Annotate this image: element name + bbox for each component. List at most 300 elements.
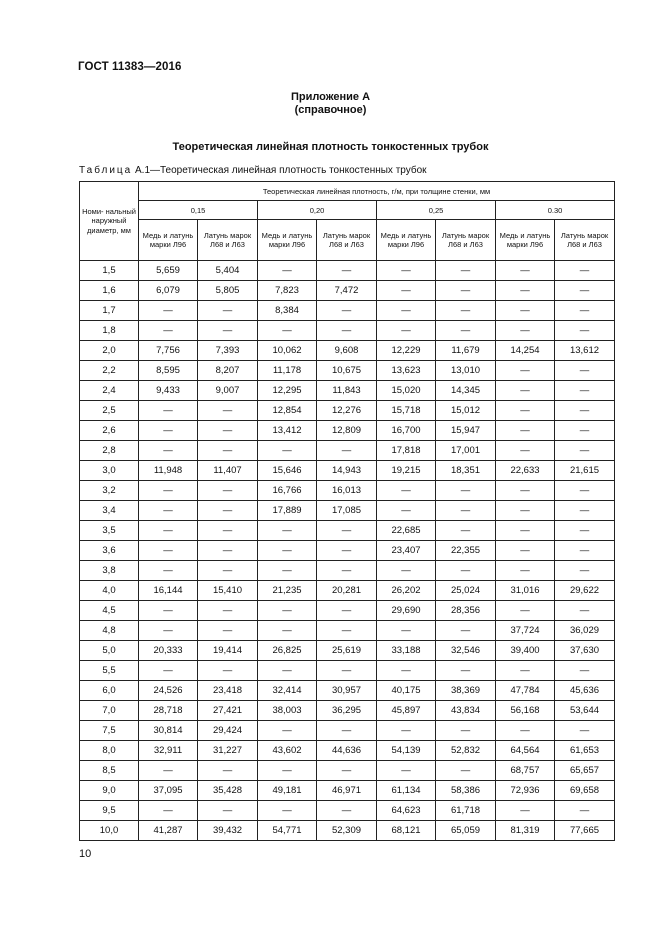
density-cell: — xyxy=(377,301,436,321)
density-cell: 47,784 xyxy=(496,681,555,701)
density-cell: — xyxy=(555,561,615,581)
density-cell: — xyxy=(258,801,317,821)
density-cell: — xyxy=(496,421,555,441)
density-cell: 54,139 xyxy=(377,741,436,761)
density-cell: 27,421 xyxy=(198,701,258,721)
density-cell: 11,178 xyxy=(258,361,317,381)
density-cell: — xyxy=(258,541,317,561)
density-cell: 7,393 xyxy=(198,341,258,361)
density-cell: 37,724 xyxy=(496,621,555,641)
density-cell: 11,843 xyxy=(317,381,377,401)
density-cell: 39,432 xyxy=(198,821,258,841)
table-caption-prefix: Таблица xyxy=(79,165,133,176)
density-cell: — xyxy=(258,721,317,741)
diameter-cell: 3,5 xyxy=(80,521,139,541)
density-cell: 61,653 xyxy=(555,741,615,761)
density-cell: 15,646 xyxy=(258,461,317,481)
diameter-cell: 1,8 xyxy=(80,321,139,341)
density-cell: — xyxy=(436,561,496,581)
table-row xyxy=(80,661,615,681)
density-cell: — xyxy=(436,501,496,521)
diameter-cell: 3,0 xyxy=(80,461,139,481)
diameter-cell: 2,0 xyxy=(80,341,139,361)
density-cell: 13,412 xyxy=(258,421,317,441)
table-row xyxy=(80,681,615,701)
density-cell: 28,718 xyxy=(139,701,198,721)
diameter-cell: 2,6 xyxy=(80,421,139,441)
table-row xyxy=(80,421,615,441)
density-cell: — xyxy=(555,441,615,461)
density-cell: 26,825 xyxy=(258,641,317,661)
density-cell: — xyxy=(496,481,555,501)
diameter-cell: 1,5 xyxy=(80,261,139,281)
diameter-cell: 2,5 xyxy=(80,401,139,421)
density-cell: — xyxy=(258,661,317,681)
density-cell: 14,943 xyxy=(317,461,377,481)
table-row xyxy=(80,441,615,461)
density-cell: — xyxy=(258,521,317,541)
density-cell: 69,658 xyxy=(555,781,615,801)
density-cell: — xyxy=(496,601,555,621)
diameter-cell: 3,2 xyxy=(80,481,139,501)
density-table xyxy=(79,181,615,841)
table-row xyxy=(80,561,615,581)
density-cell: 15,020 xyxy=(377,381,436,401)
density-cell: — xyxy=(555,381,615,401)
density-cell: 22,633 xyxy=(496,461,555,481)
table-row xyxy=(80,741,615,761)
density-cell: 43,602 xyxy=(258,741,317,761)
density-cell: — xyxy=(436,761,496,781)
table-row xyxy=(80,261,615,281)
density-cell: 12,276 xyxy=(317,401,377,421)
density-cell: 9,433 xyxy=(139,381,198,401)
density-cell: 46,971 xyxy=(317,781,377,801)
density-cell: 12,854 xyxy=(258,401,317,421)
density-cell: 39,400 xyxy=(496,641,555,661)
density-cell: — xyxy=(436,481,496,501)
density-cell: 22,355 xyxy=(436,541,496,561)
density-cell: 61,718 xyxy=(436,801,496,821)
density-cell: 41,287 xyxy=(139,821,198,841)
density-cell: — xyxy=(139,541,198,561)
density-cell: 58,386 xyxy=(436,781,496,801)
density-cell: 13,623 xyxy=(377,361,436,381)
diameter-cell: 9,5 xyxy=(80,801,139,821)
thickness-header: 0,20 xyxy=(258,201,377,220)
density-cell: — xyxy=(436,621,496,641)
material-header: Медь и латунь марки Л96 xyxy=(258,220,317,261)
density-cell: — xyxy=(555,481,615,501)
density-cell: 61,134 xyxy=(377,781,436,801)
density-cell: 17,889 xyxy=(258,501,317,521)
density-cell: — xyxy=(555,601,615,621)
density-cell: — xyxy=(377,761,436,781)
density-cell: 36,295 xyxy=(317,701,377,721)
density-cell: — xyxy=(555,401,615,421)
material-header: Латунь марок Л68 и Л63 xyxy=(555,220,615,261)
table-row xyxy=(80,381,615,401)
density-cell: — xyxy=(258,621,317,641)
density-cell: 22,685 xyxy=(377,521,436,541)
density-cell: 37,095 xyxy=(139,781,198,801)
appendix-type: (справочное) xyxy=(294,104,367,116)
table-row xyxy=(80,801,615,821)
density-cell: — xyxy=(317,441,377,461)
material-header: Медь и латунь марки Л96 xyxy=(139,220,198,261)
diameter-cell: 7,5 xyxy=(80,721,139,741)
density-cell: — xyxy=(198,401,258,421)
density-cell: — xyxy=(555,301,615,321)
diameter-cell: 4,0 xyxy=(80,581,139,601)
density-cell: 7,472 xyxy=(317,281,377,301)
density-cell: — xyxy=(139,501,198,521)
density-cell: — xyxy=(139,421,198,441)
density-cell: — xyxy=(555,661,615,681)
density-cell: — xyxy=(496,541,555,561)
density-cell: 8,595 xyxy=(139,361,198,381)
density-cell: 12,295 xyxy=(258,381,317,401)
density-cell: 44,636 xyxy=(317,741,377,761)
density-cell: — xyxy=(317,601,377,621)
density-cell: — xyxy=(258,561,317,581)
density-cell: — xyxy=(377,321,436,341)
table-row xyxy=(80,521,615,541)
table-row xyxy=(80,721,615,741)
density-cell: — xyxy=(555,501,615,521)
density-cell: — xyxy=(555,801,615,821)
density-cell: 30,814 xyxy=(139,721,198,741)
density-cell: 23,418 xyxy=(198,681,258,701)
density-cell: 25,619 xyxy=(317,641,377,661)
density-cell: 6,079 xyxy=(139,281,198,301)
density-cell: — xyxy=(377,621,436,641)
density-cell: 37,630 xyxy=(555,641,615,661)
table-row xyxy=(80,701,615,721)
material-header: Латунь марок Л68 и Л63 xyxy=(317,220,377,261)
density-cell: — xyxy=(139,321,198,341)
density-cell: 5,659 xyxy=(139,261,198,281)
density-cell: — xyxy=(139,661,198,681)
density-cell: 17,001 xyxy=(436,441,496,461)
diameter-cell: 3,6 xyxy=(80,541,139,561)
density-cell: 33,188 xyxy=(377,641,436,661)
density-cell: 53,644 xyxy=(555,701,615,721)
density-cell: 56,168 xyxy=(496,701,555,721)
density-cell: 11,407 xyxy=(198,461,258,481)
density-cell: — xyxy=(139,481,198,501)
density-cell: 15,012 xyxy=(436,401,496,421)
density-cell: 29,690 xyxy=(377,601,436,621)
density-cell: 45,636 xyxy=(555,681,615,701)
density-cell: 45,897 xyxy=(377,701,436,721)
table-row xyxy=(80,761,615,781)
density-cell: — xyxy=(496,361,555,381)
density-cell: — xyxy=(436,721,496,741)
density-cell: 11,679 xyxy=(436,341,496,361)
density-cell: — xyxy=(555,281,615,301)
header-row-group xyxy=(80,182,615,201)
density-cell: — xyxy=(198,481,258,501)
density-cell: 52,309 xyxy=(317,821,377,841)
density-cell: 25,024 xyxy=(436,581,496,601)
thickness-header: 0,25 xyxy=(377,201,496,220)
density-cell: — xyxy=(496,561,555,581)
density-cell: 24,526 xyxy=(139,681,198,701)
table-row xyxy=(80,501,615,521)
density-cell: 68,757 xyxy=(496,761,555,781)
density-cell: — xyxy=(377,261,436,281)
table-row xyxy=(80,481,615,501)
density-cell: 35,428 xyxy=(198,781,258,801)
density-cell: — xyxy=(317,801,377,821)
density-cell: 38,369 xyxy=(436,681,496,701)
density-cell: — xyxy=(198,541,258,561)
density-cell: — xyxy=(198,561,258,581)
diameter-cell: 4,8 xyxy=(80,621,139,641)
thickness-header: 0,15 xyxy=(139,201,258,220)
density-cell: 29,622 xyxy=(555,581,615,601)
density-cell: — xyxy=(139,621,198,641)
diameter-cell: 9,0 xyxy=(80,781,139,801)
density-cell: — xyxy=(436,261,496,281)
density-cell: — xyxy=(258,321,317,341)
table-row xyxy=(80,321,615,341)
density-cell: 38,003 xyxy=(258,701,317,721)
density-cell: 12,229 xyxy=(377,341,436,361)
diameter-cell: 3,4 xyxy=(80,501,139,521)
diameter-cell: 2,2 xyxy=(80,361,139,381)
diameter-cell: 1,7 xyxy=(80,301,139,321)
density-cell: — xyxy=(139,441,198,461)
density-cell: 7,823 xyxy=(258,281,317,301)
material-header: Латунь марок Л68 и Л63 xyxy=(198,220,258,261)
density-cell: — xyxy=(198,501,258,521)
density-cell: 31,016 xyxy=(496,581,555,601)
density-cell: — xyxy=(377,721,436,741)
density-cell: 43,834 xyxy=(436,701,496,721)
diameter-header: Номи- нальный наружный диаметр, мм xyxy=(80,182,139,261)
density-cell: 65,059 xyxy=(436,821,496,841)
density-cell: — xyxy=(496,661,555,681)
density-cell: — xyxy=(377,561,436,581)
table-caption xyxy=(79,165,427,176)
table-row xyxy=(80,641,615,661)
density-cell: — xyxy=(258,601,317,621)
density-cell: 5,805 xyxy=(198,281,258,301)
table-row xyxy=(80,821,615,841)
density-cell: 77,665 xyxy=(555,821,615,841)
density-cell: 13,010 xyxy=(436,361,496,381)
density-cell: 40,175 xyxy=(377,681,436,701)
density-cell: — xyxy=(496,801,555,821)
density-cell: 36,029 xyxy=(555,621,615,641)
density-cell: — xyxy=(317,261,377,281)
density-cell: — xyxy=(317,761,377,781)
density-cell: — xyxy=(496,501,555,521)
diameter-cell: 3,8 xyxy=(80,561,139,581)
density-cell: 13,612 xyxy=(555,341,615,361)
density-cell: 26,202 xyxy=(377,581,436,601)
table-row xyxy=(80,281,615,301)
density-cell: 14,254 xyxy=(496,341,555,361)
density-cell: 10,675 xyxy=(317,361,377,381)
density-cell: 18,351 xyxy=(436,461,496,481)
density-cell: 17,085 xyxy=(317,501,377,521)
density-cell: 15,947 xyxy=(436,421,496,441)
density-cell: 16,144 xyxy=(139,581,198,601)
density-cell: — xyxy=(436,521,496,541)
density-cell: 31,227 xyxy=(198,741,258,761)
diameter-cell: 7,0 xyxy=(80,701,139,721)
density-cell: — xyxy=(496,721,555,741)
density-cell: 64,623 xyxy=(377,801,436,821)
table-row xyxy=(80,621,615,641)
density-cell: — xyxy=(198,521,258,541)
density-cell: 11,948 xyxy=(139,461,198,481)
density-cell: — xyxy=(377,501,436,521)
density-cell: — xyxy=(139,401,198,421)
density-cell: — xyxy=(258,441,317,461)
density-cell: 49,181 xyxy=(258,781,317,801)
density-cell: 14,345 xyxy=(436,381,496,401)
density-cell: 19,215 xyxy=(377,461,436,481)
density-cell: — xyxy=(198,761,258,781)
density-cell: 15,410 xyxy=(198,581,258,601)
standard-code: ГОСТ 11383—2016 xyxy=(78,61,182,73)
density-cell: — xyxy=(198,421,258,441)
table-row xyxy=(80,341,615,361)
document-title: Теоретическая линейная плотность тонкостенных трубок xyxy=(172,141,489,153)
density-cell: 19,414 xyxy=(198,641,258,661)
density-cell: 16,766 xyxy=(258,481,317,501)
density-cell: 29,424 xyxy=(198,721,258,741)
group-header: Теоретическая линейная плотность, г/м, при толщине стенки, мм xyxy=(139,182,615,201)
density-cell: — xyxy=(198,301,258,321)
density-cell: 72,936 xyxy=(496,781,555,801)
density-cell: 12,809 xyxy=(317,421,377,441)
density-cell: — xyxy=(496,441,555,461)
density-cell: 17,818 xyxy=(377,441,436,461)
density-cell: 32,911 xyxy=(139,741,198,761)
diameter-cell: 5,0 xyxy=(80,641,139,661)
density-cell: — xyxy=(198,321,258,341)
density-cell: 15,718 xyxy=(377,401,436,421)
density-cell: — xyxy=(258,261,317,281)
density-cell: — xyxy=(317,661,377,681)
density-cell: — xyxy=(377,661,436,681)
density-cell: 8,384 xyxy=(258,301,317,321)
density-cell: — xyxy=(555,421,615,441)
density-cell: 81,319 xyxy=(496,821,555,841)
density-cell: 9,007 xyxy=(198,381,258,401)
density-cell: — xyxy=(555,721,615,741)
density-cell: 32,546 xyxy=(436,641,496,661)
density-cell: 16,013 xyxy=(317,481,377,501)
thickness-header: 0.30 xyxy=(496,201,615,220)
density-cell: — xyxy=(496,521,555,541)
diameter-cell: 2,8 xyxy=(80,441,139,461)
density-cell: — xyxy=(317,721,377,741)
density-cell: 10,062 xyxy=(258,341,317,361)
density-cell: — xyxy=(317,521,377,541)
density-cell: 30,957 xyxy=(317,681,377,701)
density-cell: 32,414 xyxy=(258,681,317,701)
density-cell: 20,281 xyxy=(317,581,377,601)
density-cell: 5,404 xyxy=(198,261,258,281)
diameter-cell: 8,0 xyxy=(80,741,139,761)
density-cell: 65,657 xyxy=(555,761,615,781)
density-cell: — xyxy=(555,521,615,541)
table-caption-text: А.1—Теоретическая линейная плотность тонкостенных трубок xyxy=(135,165,427,176)
density-cell: — xyxy=(317,621,377,641)
table-row xyxy=(80,301,615,321)
density-cell: — xyxy=(198,441,258,461)
density-cell: — xyxy=(436,281,496,301)
header-row-material xyxy=(80,220,615,261)
density-cell: — xyxy=(198,621,258,641)
table-row xyxy=(80,781,615,801)
density-cell: 16,700 xyxy=(377,421,436,441)
material-header: Латунь марок Л68 и Л63 xyxy=(436,220,496,261)
density-cell: — xyxy=(496,281,555,301)
density-cell: — xyxy=(496,301,555,321)
table-row xyxy=(80,361,615,381)
diameter-cell: 1,6 xyxy=(80,281,139,301)
density-cell: 28,356 xyxy=(436,601,496,621)
density-cell: — xyxy=(436,321,496,341)
density-cell: 23,407 xyxy=(377,541,436,561)
density-cell: — xyxy=(139,601,198,621)
density-cell: — xyxy=(139,561,198,581)
density-cell: — xyxy=(139,761,198,781)
diameter-cell: 2,4 xyxy=(80,381,139,401)
density-cell: — xyxy=(496,401,555,421)
density-cell: 8,207 xyxy=(198,361,258,381)
table-row xyxy=(80,541,615,561)
density-cell: — xyxy=(555,321,615,341)
diameter-cell: 10,0 xyxy=(80,821,139,841)
material-header: Медь и латунь марки Л96 xyxy=(496,220,555,261)
diameter-cell: 4,5 xyxy=(80,601,139,621)
table-row xyxy=(80,601,615,621)
density-cell: — xyxy=(317,301,377,321)
table-row xyxy=(80,581,615,601)
header-row-thickness xyxy=(80,201,615,220)
density-cell: 7,756 xyxy=(139,341,198,361)
density-cell: — xyxy=(496,261,555,281)
density-cell: — xyxy=(555,361,615,381)
density-cell: — xyxy=(198,661,258,681)
density-cell: — xyxy=(555,261,615,281)
density-cell: — xyxy=(377,481,436,501)
diameter-cell: 5,5 xyxy=(80,661,139,681)
density-cell: — xyxy=(198,801,258,821)
density-cell: 68,121 xyxy=(377,821,436,841)
table-row xyxy=(80,461,615,481)
diameter-cell: 6,0 xyxy=(80,681,139,701)
density-cell: — xyxy=(317,561,377,581)
density-cell: — xyxy=(377,281,436,301)
density-cell: — xyxy=(496,381,555,401)
density-cell: — xyxy=(436,661,496,681)
density-cell: — xyxy=(139,521,198,541)
diameter-cell: 8,5 xyxy=(80,761,139,781)
density-cell: — xyxy=(139,301,198,321)
density-cell: 54,771 xyxy=(258,821,317,841)
table-row xyxy=(80,401,615,421)
density-cell: 21,235 xyxy=(258,581,317,601)
